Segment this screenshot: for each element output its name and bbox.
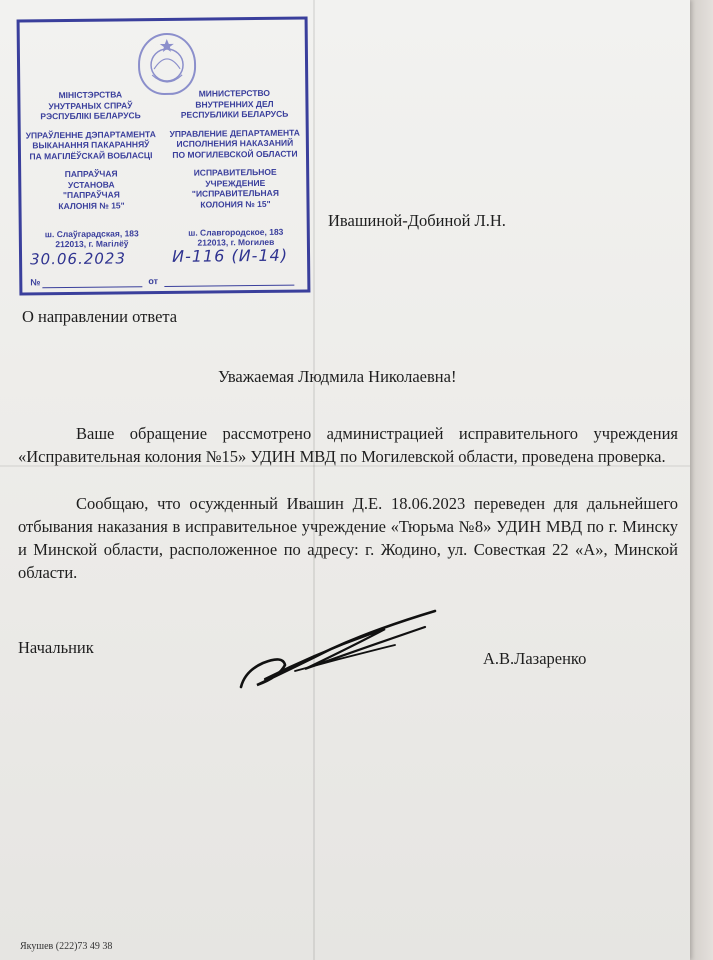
stamp-right-department: УПРАВЛЕНИЕ ДЕПАРТАМЕНТА ИСПОЛНЕНИЯ НАКАЗАНИЙ ПО МОГИЛЕВСКОЙ ОБЛАСТИ: [169, 127, 300, 160]
handwritten-signature: [235, 605, 445, 700]
executor-contact: Якушев (222)73 49 38: [20, 941, 113, 952]
handwritten-outgoing-number: И-116 (И-14): [171, 245, 289, 266]
fold-line-vertical: [313, 0, 315, 960]
institution-stamp: [17, 16, 311, 295]
state-emblem-icon: [138, 33, 197, 96]
stamp-right-column: [168, 88, 301, 218]
recipient-name: Ивашиной-Добиной Л.Н.: [328, 211, 506, 230]
stamp-right-address: ш. Славгородское, 183 212013, г. Могилев: [188, 226, 284, 248]
stamp-left-column: [24, 89, 157, 219]
blank-no-label: №: [30, 277, 41, 288]
signer-name: А.В.Лазаренко: [483, 649, 587, 668]
stamp-left-ministry: МІНІСТЭРСТВА УНУТРАНЫХ СПРАЎ РЭСПУБЛІКІ БЕЛАРУСЬ: [40, 89, 141, 122]
stamp-left-department: УПРАЎЛЕННЕ ДЭПАРТАМЕНТА ВЫКАНАННЯ ПАКАРАННЯЎ ПА МАГІЛЁЎСКАЙ ВОБЛАСЦІ: [25, 128, 156, 161]
stamp-left-institution: ПАПРАЎЧАЯ УСТАНОВА "ПАПРАЎЧАЯ КАЛОНІЯ № 15": [58, 168, 125, 211]
blank-ot-underline: [164, 285, 294, 287]
stamp-right-ministry: МИНИСТЕРСТВО ВНУТРЕННИХ ДЕЛ РЕСПУБЛИКИ БЕЛАРУСЬ: [180, 87, 289, 120]
blank-no-underline: [42, 286, 142, 288]
body-paragraph-1: Ваше обращение рассмотрено администрацией исправительного учреждения «Исправительная колония №15» УДИН МВД по Могилевской области, проведена проверка.: [18, 424, 678, 466]
handwritten-date: 30.06.2023: [29, 249, 127, 269]
letter-greeting: Уважаемая Людмила Николаевна!: [218, 367, 457, 386]
letter-subject: О направлении ответа: [22, 307, 178, 326]
stamp-right-institution: ИСПРАВИТЕЛЬНОЕ УЧРЕЖДЕНИЕ "ИСПРАВИТЕЛЬНАЯ КОЛОНИЯ № 15": [191, 166, 279, 210]
stamp-left-address: ш. Слаўгарадская, 183 212013, г. Магілёў: [44, 228, 139, 250]
body-paragraph-2: Сообщаю, что осужденный Ивашин Д.Е. 18.06.2023 переведен для дальнейшего отбывания наказания в исправительное учреждение «Тюрьма №8» УДИН МВД по г. Минску и Минской области, расположенное по адресу: г. Жодино, ул. Совесткая 22 «А», Минской области.: [18, 494, 678, 582]
signer-position: Начальник: [18, 638, 94, 657]
blank-ot-label: от: [148, 276, 159, 287]
stamp-blank-line: [30, 275, 300, 288]
